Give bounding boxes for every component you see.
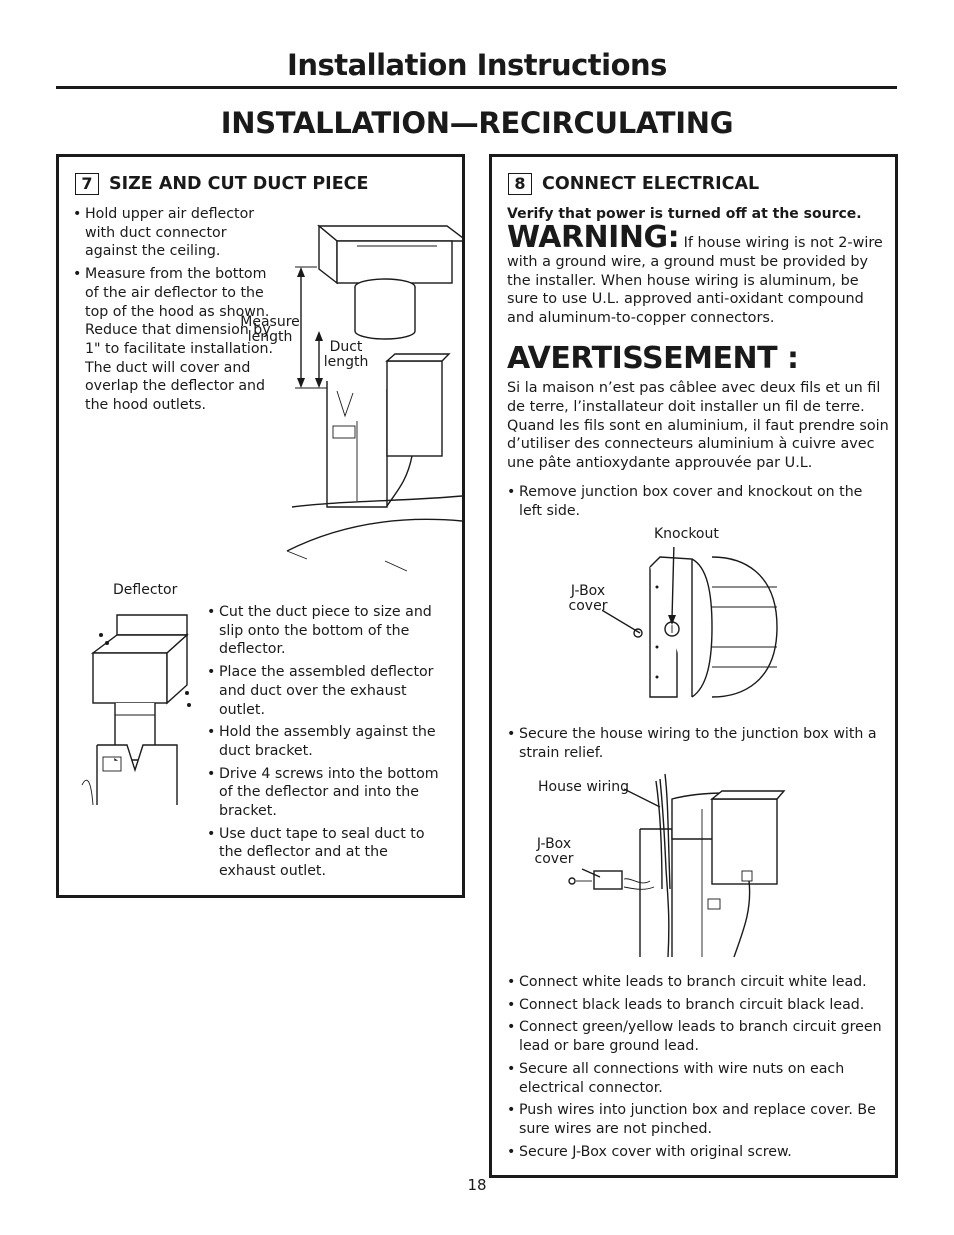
deflector-label: Deflector bbox=[113, 582, 178, 598]
house-wiring-illustration bbox=[562, 769, 802, 959]
avertissement-text: Si la maison n’est pas câblee avec deux fils et un fil de terre, l’installateur doit installer un fil de terre. Quand les fils sont en aluminium, il faut prendre soin d’utiliser des connecteurs aluminium à cuivre avec une pâte antioxydante approuvée par U.L. bbox=[507, 380, 889, 472]
list-item: • Secure the house wiring to the junction box with a strain relief. bbox=[507, 725, 887, 762]
list-item: • Hold the assembly against the duct bracket. bbox=[207, 723, 447, 760]
step-7-number: 7 bbox=[75, 173, 99, 195]
avertissement-title: AVERTISSEMENT : bbox=[507, 341, 799, 376]
list-item: • Place the assembled deflector and duct over the exhaust outlet. bbox=[207, 663, 447, 719]
list-item: • Connect white leads to branch circuit white lead. bbox=[507, 973, 892, 992]
step-7-panel bbox=[56, 154, 465, 898]
step-8-title: CONNECT ELECTRICAL bbox=[542, 174, 760, 194]
warning-text: If house wiring is not 2-wire with a ground wire, a ground must be provided by the installer. When house wiring is aluminum, be sure to use U.L. approved anti-oxidant compound and aluminum-to-copper connectors. bbox=[507, 235, 883, 327]
list-item: • Cut the duct piece to size and slip onto the bottom of the deflector. bbox=[207, 603, 447, 659]
step-7-heading bbox=[75, 173, 368, 195]
warning-block bbox=[507, 220, 885, 328]
junction-box-illustration bbox=[602, 547, 787, 707]
step-8-number: 8 bbox=[508, 173, 532, 195]
page-title: Installation Instructions bbox=[287, 48, 667, 82]
duct-measure-illustration bbox=[237, 221, 462, 576]
section-title: INSTALLATION—RECIRCULATING bbox=[220, 106, 734, 140]
step-8-list-2 bbox=[507, 725, 887, 766]
list-item: • Connect green/yellow leads to branch circuit green lead or bare ground lead. bbox=[507, 1018, 892, 1055]
house-wiring-label: House wiring bbox=[538, 779, 630, 795]
list-item: • Hold upper air deflector with duct connector against the ceiling. bbox=[73, 205, 281, 261]
deflector-assembly-illustration bbox=[77, 605, 212, 810]
step-7-bottom-list bbox=[207, 603, 447, 885]
jbox-cover-label-1: J-Box cover bbox=[568, 583, 608, 614]
duct-length-label: Duct length bbox=[323, 339, 369, 370]
list-item: • Push wires into junction box and replace cover. Be sure wires are not pinched. bbox=[507, 1101, 892, 1138]
step-8-list-1 bbox=[507, 483, 887, 524]
list-item: • Drive 4 screws into the bottom of the deflector and into the bracket. bbox=[207, 765, 447, 821]
list-item: • Use duct tape to seal duct to the deflector and at the exhaust outlet. bbox=[207, 825, 447, 881]
list-item: • Remove junction box cover and knockout on the left side. bbox=[507, 483, 887, 520]
verify-power-note: Verify that power is turned off at the source. bbox=[507, 206, 862, 222]
step-7-title: SIZE AND CUT DUCT PIECE bbox=[109, 174, 369, 194]
list-item: • Secure all connections with wire nuts on each electrical connector. bbox=[507, 1060, 892, 1097]
step-8-heading bbox=[508, 173, 759, 195]
title-rule bbox=[56, 86, 897, 89]
list-item: • Measure from the bottom of the air deflector to the top of the hood as shown. Reduce that dimension by 1" to facilitate installation. The duct will cover and overlap the deflector and the hood outlets. bbox=[73, 265, 281, 415]
measure-length-label: Measure length bbox=[240, 314, 300, 345]
list-item: • Secure J-Box cover with original screw. bbox=[507, 1143, 892, 1162]
warning-word: WARNING: bbox=[507, 220, 680, 255]
list-item: • Connect black leads to branch circuit black lead. bbox=[507, 996, 892, 1015]
jbox-cover-label-2: J-Box cover bbox=[534, 836, 574, 867]
step-8-panel bbox=[489, 154, 898, 1178]
knockout-label: Knockout bbox=[654, 526, 719, 542]
step-8-list-3 bbox=[507, 973, 892, 1165]
page-number: 18 bbox=[467, 1176, 487, 1194]
